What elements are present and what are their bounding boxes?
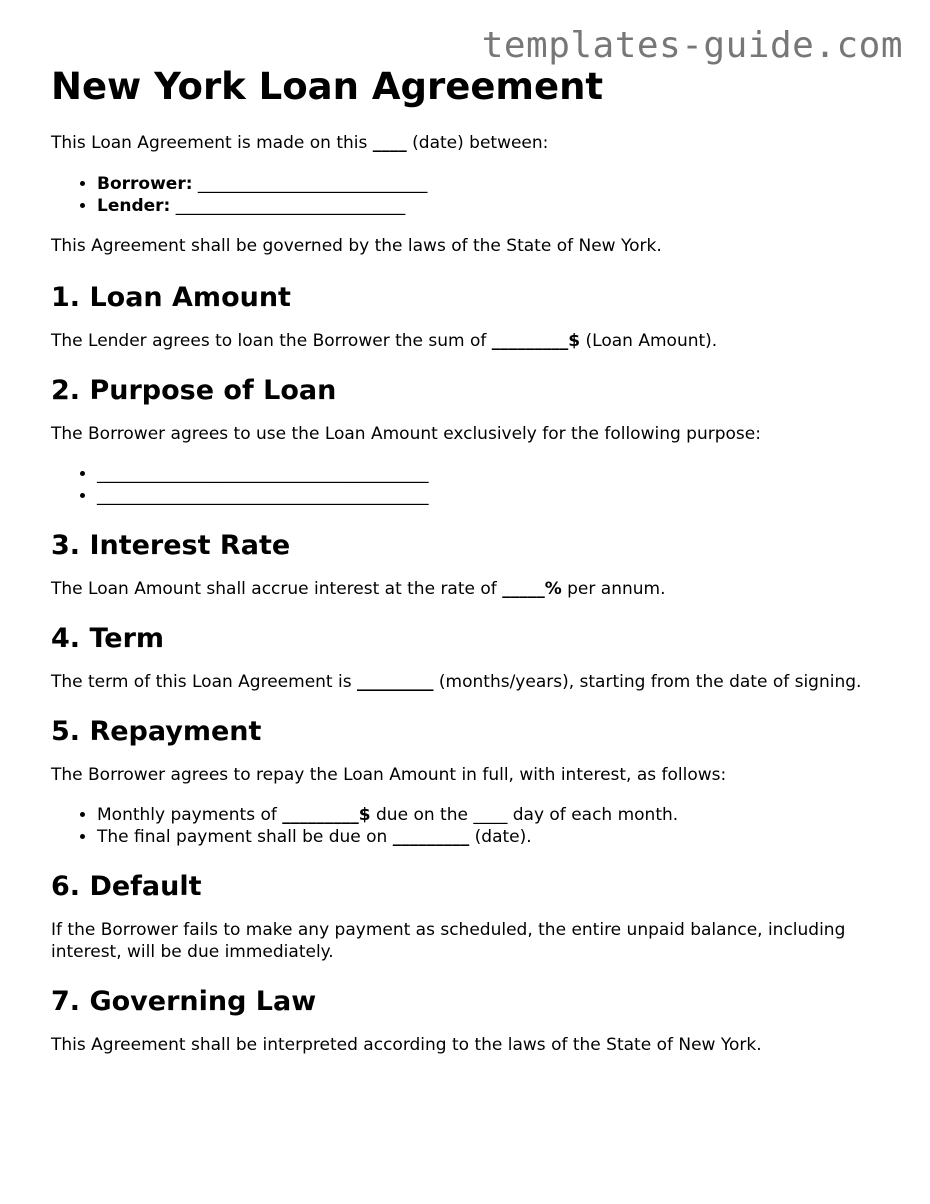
interest-prefix: The Loan Amount shall accrue interest at the rate of (51, 579, 497, 599)
list-item: • _______________________________________ (97, 485, 881, 507)
section-heading-loan-amount: 1. Loan Amount (51, 282, 291, 313)
list-item: • _______________________________________ (97, 463, 881, 485)
final-payment-prefix: The final payment shall be due on (97, 827, 388, 847)
term-suffix: (months/years), starting from the date of signing. (438, 672, 862, 692)
section-heading-repayment: 5. Repayment (51, 716, 262, 747)
purpose-paragraph: The Borrower agrees to use the Loan Amount exclusively for the following purpose: (51, 424, 761, 444)
section-heading-default: 6. Default (51, 871, 202, 902)
section-heading-interest-rate: 3. Interest Rate (51, 530, 291, 561)
monthly-day-blank: ____ (473, 805, 508, 825)
loan-amount-prefix: The Lender agrees to loan the Borrower the sum of (51, 331, 487, 351)
default-paragraph: If the Borrower fails to make any payment as scheduled, the entire unpaid balance, including interest, will be due immediately. (51, 920, 846, 962)
list-item (97, 804, 881, 826)
parties-list (51, 173, 881, 217)
watermark: templates-guide.com (481, 25, 903, 66)
monthly-suffix: day of each month. (512, 805, 679, 825)
term-paragraph (51, 671, 881, 693)
borrower-label: Borrower: (97, 174, 193, 194)
interest-suffix: per annum. (567, 579, 666, 599)
monthly-middle: due on the (376, 805, 468, 825)
interest-rate-blank: _____% (502, 579, 562, 599)
section-heading-governing-law: 7. Governing Law (51, 986, 317, 1017)
intro-suffix: (date) between: (412, 133, 549, 153)
final-payment-suffix: (date). (474, 827, 532, 847)
intro-prefix: This Loan Agreement is made on this (51, 133, 368, 153)
list-item (97, 826, 881, 848)
governing-law-paragraph: This Agreement shall be interpreted according to the laws of the State of New York. (51, 1035, 762, 1055)
borrower-blank: ___________________________ (197, 174, 428, 194)
loan-amount-paragraph (51, 330, 881, 352)
list-item (97, 173, 881, 195)
intro-paragraph (51, 132, 881, 154)
date-blank: ____ (372, 133, 407, 153)
purpose-list (51, 463, 881, 507)
section-heading-purpose: 2. Purpose of Loan (51, 375, 337, 406)
interest-paragraph (51, 578, 881, 600)
monthly-prefix: Monthly payments of (97, 805, 277, 825)
term-prefix: The term of this Loan Agreement is (51, 672, 352, 692)
lender-blank: ___________________________ (175, 196, 406, 216)
loan-amount-blank: _________$ (491, 331, 581, 351)
section-heading-term: 4. Term (51, 623, 165, 654)
repayment-paragraph: The Borrower agrees to repay the Loan Amount in full, with interest, as follows: (51, 765, 727, 785)
document-title: New York Loan Agreement (51, 65, 604, 108)
repayment-list (51, 804, 881, 848)
lender-label: Lender: (97, 196, 171, 216)
list-item (97, 195, 881, 217)
final-payment-blank: _________ (392, 827, 470, 847)
term-blank: _________ (357, 672, 434, 692)
document-body (51, 132, 881, 1056)
monthly-amount-blank: _________$ (282, 805, 371, 825)
governed-statement: This Agreement shall be governed by the laws of the State of New York. (51, 236, 662, 256)
loan-amount-suffix: (Loan Amount). (585, 331, 718, 351)
